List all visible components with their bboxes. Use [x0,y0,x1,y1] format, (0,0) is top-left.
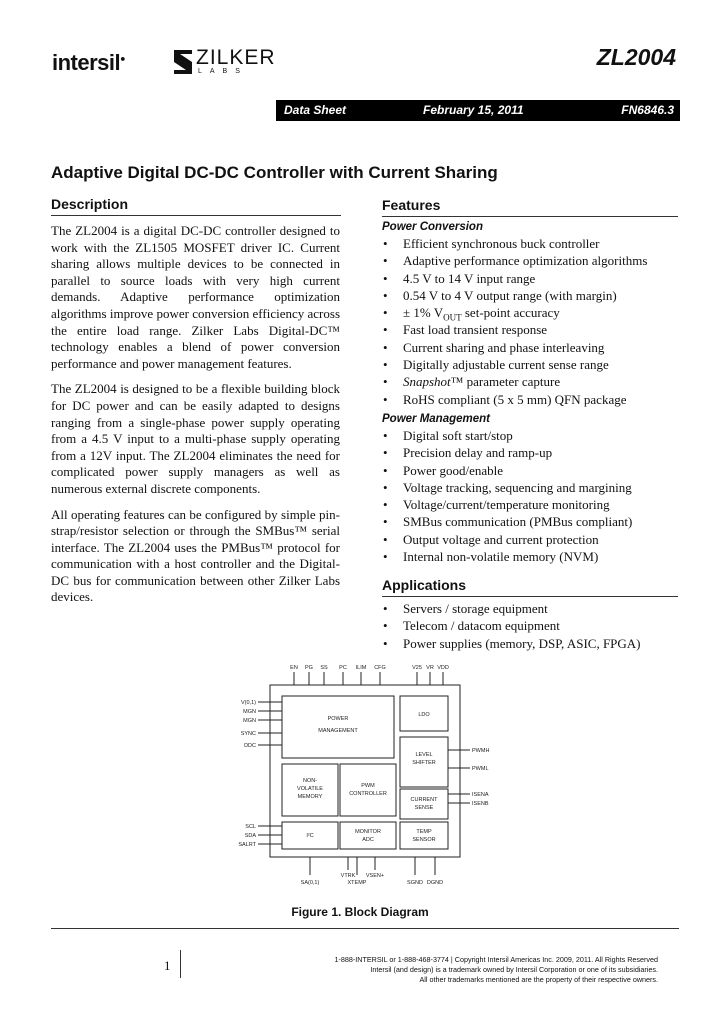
block-label: CURRENT [410,797,438,803]
pin-label: VSEN+ [365,873,385,879]
pin-label: SCL [245,824,256,830]
block-label: I²C [306,833,314,839]
block-label: SENSE [414,805,434,811]
pin-label: DGND [426,880,444,886]
list-item: • 0.54 V to 4 V output range (with margin) [383,287,617,303]
list-item: • ± 1% $V_{OUT}$ set-point accuracy [383,305,560,323]
list-item: • Power good/enable [383,462,504,478]
pin-label: SYNC [240,731,256,737]
pin-label: ISENB [472,801,489,807]
pin-label: PWMH [472,748,490,754]
zilker-logo-text: ZILKER [196,46,276,69]
block-diagram [230,660,490,890]
list-item: • Servers / storage equipment [383,601,548,616]
list-item: • Power supplies (memory, DSP, ASIC, FPGA) [383,635,641,651]
list-item: • RoHS compliant (5 x 5 mm) QFN package [383,391,627,407]
list-item: • Adaptive performance optimization algorithms [383,253,648,269]
pin-label: VDD [437,665,449,671]
temp-sensor-block [400,822,448,849]
list-item: • Fast load transient response [383,322,548,338]
list-item: • Precision delay and ramp-up [383,445,553,461]
block-label: MONITOR [355,829,381,835]
block-label: CONTROLLER [349,791,387,797]
pin-label: MGN [243,718,256,724]
pin-label: SS [320,665,328,671]
block-label: TEMP [416,829,432,835]
description-body [51,223,340,615]
footer-rule [51,928,679,929]
pin-label: V(0,1) [241,700,256,706]
power-management-list [383,427,632,565]
pin-label: PC [339,665,347,671]
pin-label: CFG [374,665,386,671]
pin-label: SA(0,1) [300,880,320,886]
block-label: NON- [302,778,318,784]
list-item: • Output voltage and current protection [383,531,599,547]
list-item: • Voltage tracking, sequencing and margining [383,479,632,495]
list-item: • Telecom / datacom equipment [383,618,560,634]
pin-label: ILIM [355,665,367,671]
power-conversion-list [383,235,647,408]
power-management-block [282,696,394,758]
page-number: 1 [164,958,171,973]
block-label: POWER [327,716,349,722]
applications-list [383,600,641,652]
description-paragraph: The ZL2004 is designed to be a flexible building block for DC power and can be easily adapted to designs ranging from a single-phase power supply operating from a 4.5 V input to a multi-phase supply operating from a 12V input. The ZL2004 eliminates the need for complicated power supply managers as well as numerous external discrete components. [51,381,340,496]
figure-caption: Figure 1. Block Diagram [291,905,429,919]
pin-label: EN [290,665,298,671]
block-label: MEMORY [297,794,323,800]
pin-label: ISENA [472,792,489,798]
bar-label: Data Sheet [284,103,347,117]
pin-label: SDA [244,833,256,839]
bar-doc-number: FN6846.3 [621,103,674,117]
list-item: • Voltage/current/temperature monitoring [383,497,610,513]
pin-label: PG [305,665,313,671]
block-label: SHIFTER [412,760,436,766]
list-item: • Digital soft start/stop [383,428,513,443]
list-item: • Digitally adjustable current sense range [383,357,609,373]
features-rule [382,216,678,217]
description-paragraph: The ZL2004 is a digital DC-DC controller designed to work with the ZL1505 MOSFET driver IC. Current sharing allows multiple devices to be connected in parallel to source loads with very high current demands. Adaptive performance optimization algorithms improve power conversion efficiency across the entire load range. Zilker Labs Digital-DC™ technology enables a blend of power conversion performance and power management features. [51,223,340,371]
description-paragraph: All operating features can be configured by simple pin-strap/resistor selection or through the SMBus™ serial interface. The ZL2004 uses the PMBus™ protocol for communication with a host controller and the Digital-DC bus for communication between other Zilker Labs devices. [51,506,340,605]
list-item: • Efficient synchronous buck controller [383,236,600,251]
applications-rule [382,596,678,597]
block-label: ADC [362,837,374,843]
intersil-logo: intersil● [52,50,126,75]
part-number: ZL2004 [596,44,676,70]
footer-legal: 1-888-INTERSIL or 1-888-468-3774 | Copyright Intersil Americas Inc. 2009, 2011. All Rights Reserved Intersil (and design) is a trademark owned by Intersil Corporation or one of its subsidiaries. All other trademarks mentioned are the property of their respective owners. [334,955,658,984]
block-label: LEVEL [415,752,433,758]
pin-label: DDC [244,743,256,749]
pin-label: SGND [407,880,423,886]
zilker-labs-text: LABS [198,68,248,75]
pin-label: SALRT [238,842,256,848]
pin-label: XTEMP [347,880,367,886]
zilker-logo-mark [172,48,194,76]
bar-date: February 15, 2011 [423,103,524,117]
description-heading: Description [51,196,129,212]
list-item: • Current sharing and phase interleaving [383,339,605,355]
pin-label: VR [426,665,434,671]
header-bar [276,100,680,121]
block-label: PWM [361,783,375,789]
power-management-heading: Power Management [382,413,490,425]
pwm-controller-block [340,764,396,816]
power-conversion-heading: Power Conversion [382,221,483,233]
list-item: • 4.5 V to 14 V input range [383,270,536,286]
pin-label: V25 [412,665,422,671]
pin-label: PWML [472,766,489,772]
footer-divider [180,950,181,978]
current-sense-block [400,789,448,819]
pin-label: VTRK [340,873,356,879]
block-label: MANAGEMENT [318,728,358,734]
block-label: VOLATILE [297,786,323,792]
list-item: • SMBus communication (PMBus compliant) [383,514,633,530]
features-heading: Features [382,197,441,213]
block-label: SENSOR [412,837,436,843]
applications-heading: Applications [382,577,467,593]
page-title: Adaptive Digital DC-DC Controller with Current Sharing [51,163,498,182]
list-item: • Snapshot™ parameter capture [383,374,561,390]
monitor-adc-block [340,822,396,849]
block-label: LDO [418,712,430,718]
description-rule [51,215,341,216]
pin-label: MGN [243,709,256,715]
list-item: • Internal non-volatile memory (NVM) [383,549,599,565]
